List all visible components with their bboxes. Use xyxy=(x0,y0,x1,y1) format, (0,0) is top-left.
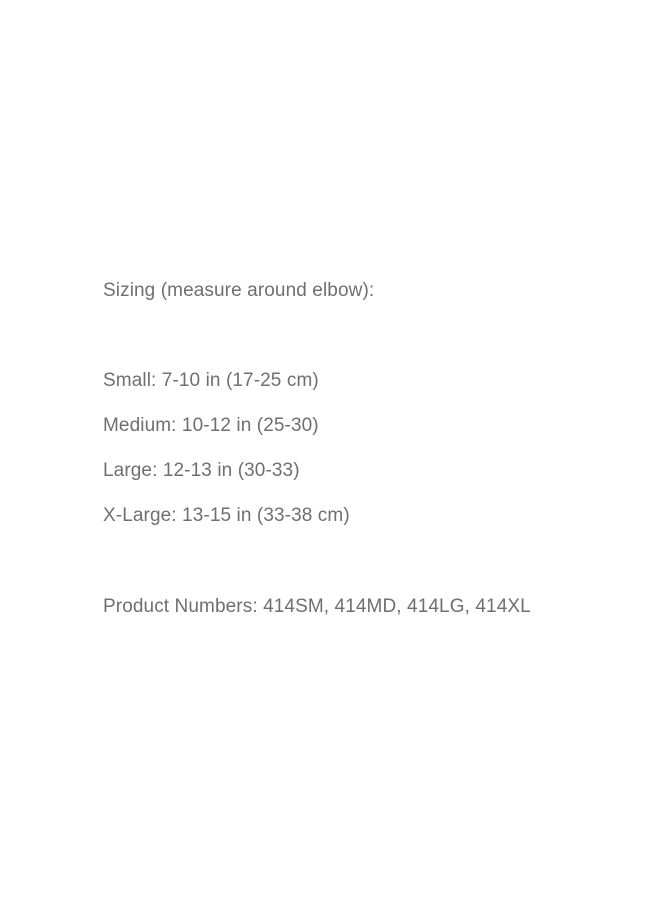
sizing-heading: Sizing (measure around elbow): xyxy=(103,280,375,301)
size-large: Large: 12-13 in (30-33) xyxy=(103,460,300,481)
size-medium: Medium: 10-12 in (25-30) xyxy=(103,415,319,436)
size-small: Small: 7-10 in (17-25 cm) xyxy=(103,370,319,391)
product-numbers: Product Numbers: 414SM, 414MD, 414LG, 414XL xyxy=(103,596,531,617)
size-xlarge: X-Large: 13-15 in (33-38 cm) xyxy=(103,505,350,526)
